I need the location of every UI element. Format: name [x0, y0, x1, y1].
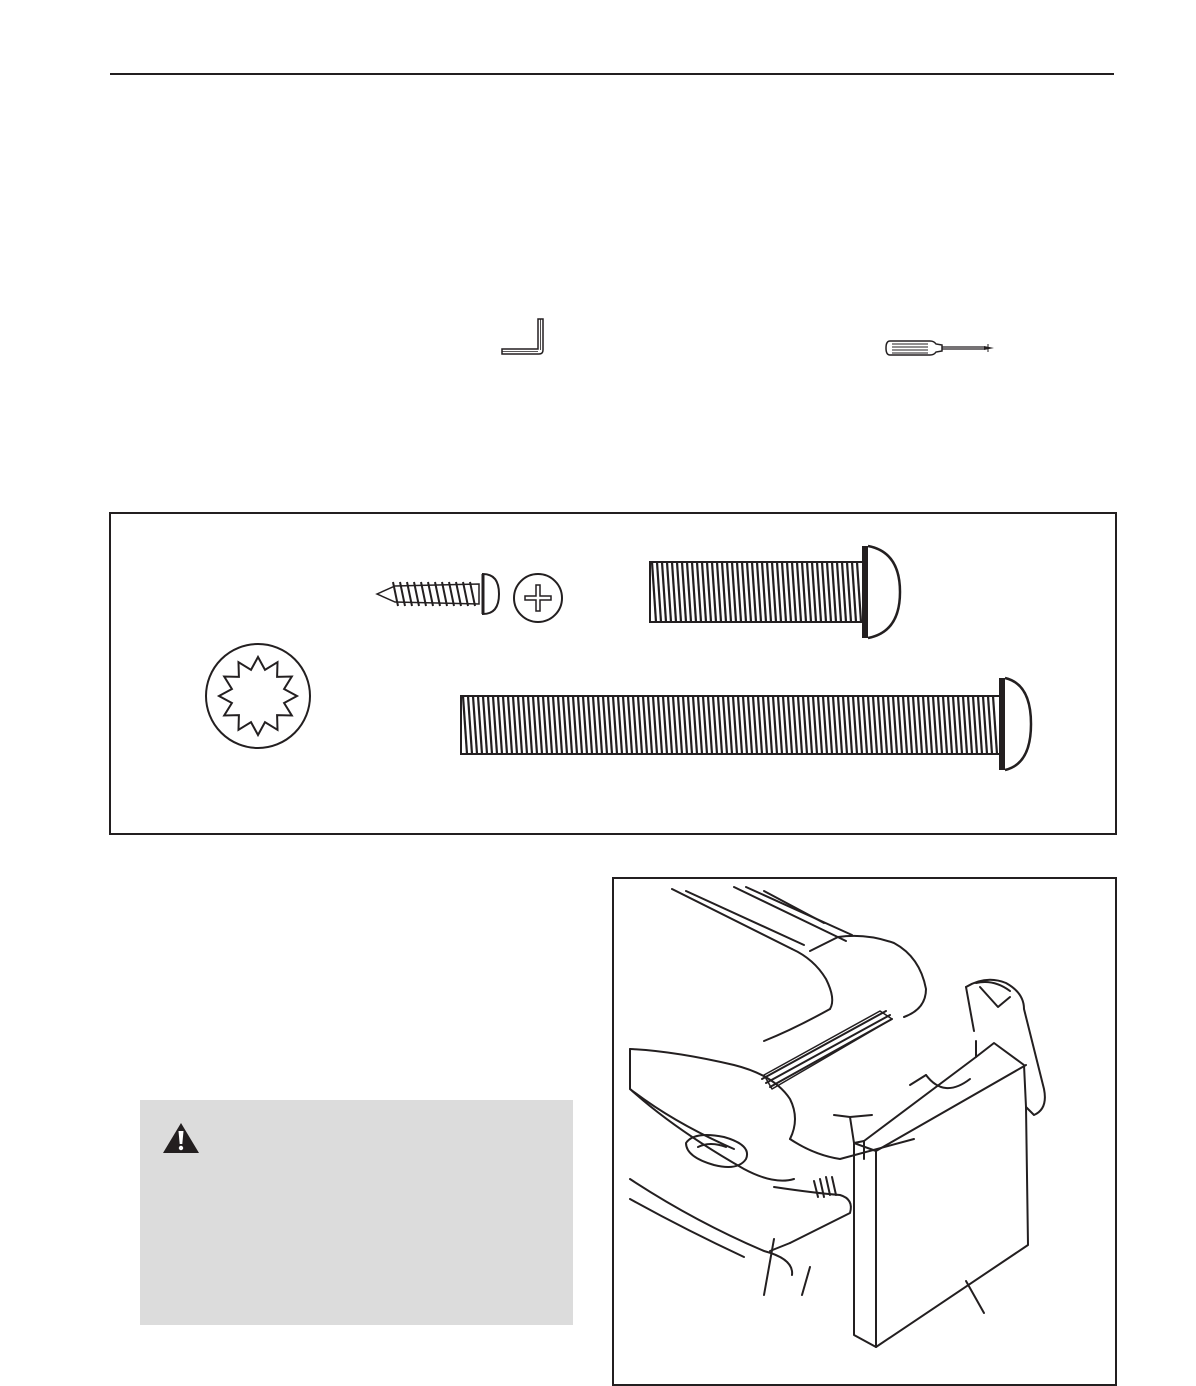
warning-triangle-icon — [162, 1122, 200, 1154]
phillips-head-end-view-icon — [511, 571, 565, 625]
phillips-screwdriver-icon — [884, 337, 1000, 359]
warning-box — [140, 1100, 573, 1325]
short-button-bolt-icon — [646, 542, 906, 642]
star-washer-icon — [203, 641, 313, 751]
treadmill-motor-hood-illustration — [614, 879, 1115, 1384]
header-rule — [110, 73, 1114, 75]
hardware-box — [109, 512, 1117, 835]
figure-box — [612, 877, 1117, 1386]
hex-key-icon — [498, 316, 554, 358]
long-button-bolt-icon — [457, 674, 1037, 774]
phillips-screw-icon — [373, 566, 503, 622]
